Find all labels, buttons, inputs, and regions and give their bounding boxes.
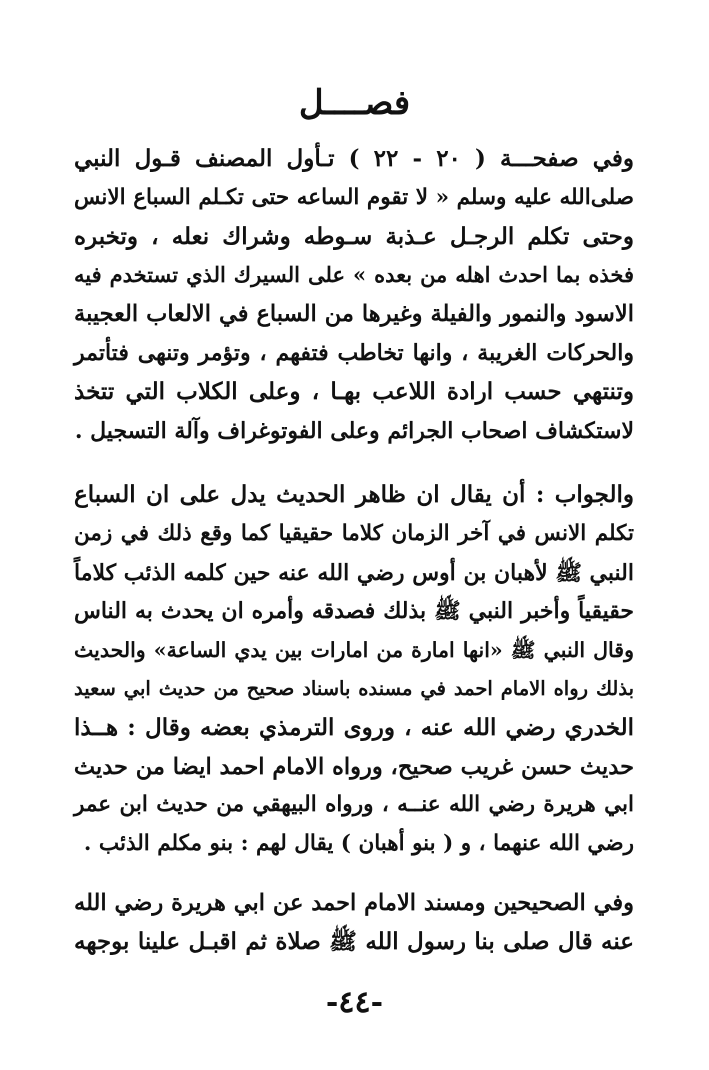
text-line: تكلم الانس في آخر الزمان كلاما حقيقيا كما وقع ذلك في زمن	[74, 520, 634, 546]
text-line: بذلك رواه الامام احمد في مسنده باسناد صحيح من حديث ابي سعيد	[74, 676, 634, 700]
text-line: فخذه بما احدث اهله من بعده » على السيرك الذي تستخدم فيه	[74, 262, 634, 288]
paragraph-3	[74, 884, 634, 962]
text-line: وفي صفحـــة ( ٢٠ - ٢٢ ) تـأول المصنف قـول النبي	[74, 145, 635, 172]
text-line: حقيقياً وأخبر النبي ﷺ بذلك فصدقه وأمره ان يحدث به الناس	[74, 598, 634, 625]
text-line: لاستكشاف اصحاب الجرائم وعلى الفوتوغراف وآلة التسجيل .	[74, 417, 634, 444]
text-line: وفي الصحيحين ومسند الامام احمد عن ابي هريرة رضي الله	[74, 890, 634, 916]
text-line: حديث حسن غريب صحيح، ورواه الامام احمد ايضا من حديث	[73, 753, 634, 780]
text-line: وحتى تكلم الرجـل عـذبة سـوطه وشراك نعله ، وتخبره	[74, 222, 634, 250]
text-line: الاسود والنمور والفيلة وغيرها من السباع في الالعاب العجيبة	[74, 301, 634, 328]
text-line: صلى‌الله عليه وسلم « لا تقوم الساعه حتى تكـلم السباع الانس	[74, 184, 634, 210]
text-line: رضي الله عنهما ، و ( بنو أهبان ) يقال لهم : بنو مكلم الذئب .	[83, 831, 634, 857]
page-number: -٤٤-	[325, 985, 384, 1020]
text-line: الخدري رضي الله عنه ، وروى الترمذي بعضه وقال : هــذا	[74, 713, 634, 741]
paragraph-1	[74, 140, 634, 450]
text-line: والحركات الغريبة ، وانها تخاطب فتفهم ، وتؤمر وتنهى فتأتمر	[74, 339, 634, 366]
text-line: وقال النبي ﷺ «انها امارة من امارات بين يدي الساعة» والحديث	[74, 638, 634, 663]
text-line: وتنتهي حسب ارادة اللاعب بهـا ، وعلى الكلاب التي تتخذ	[74, 377, 634, 405]
text-line: النبي ﷺ لأهبان بن أوس رضي الله عنه حين كلمه الذئب كلاماً	[74, 559, 634, 586]
paragraph-2	[74, 476, 634, 864]
text-line: عنه قال صلى بنا رسول الله ﷺ صلاة ثم اقبـل علينا بوجهه	[74, 927, 634, 955]
section-heading: فصــــل	[298, 83, 411, 123]
text-line: ابي هريرة رضي الله عنــه ، ورواه البيهقي من حديث ابن عمر	[74, 792, 634, 818]
text-line: والجواب : أن يقال ان ظاهر الحديث يدل على ان السباع	[74, 481, 634, 508]
